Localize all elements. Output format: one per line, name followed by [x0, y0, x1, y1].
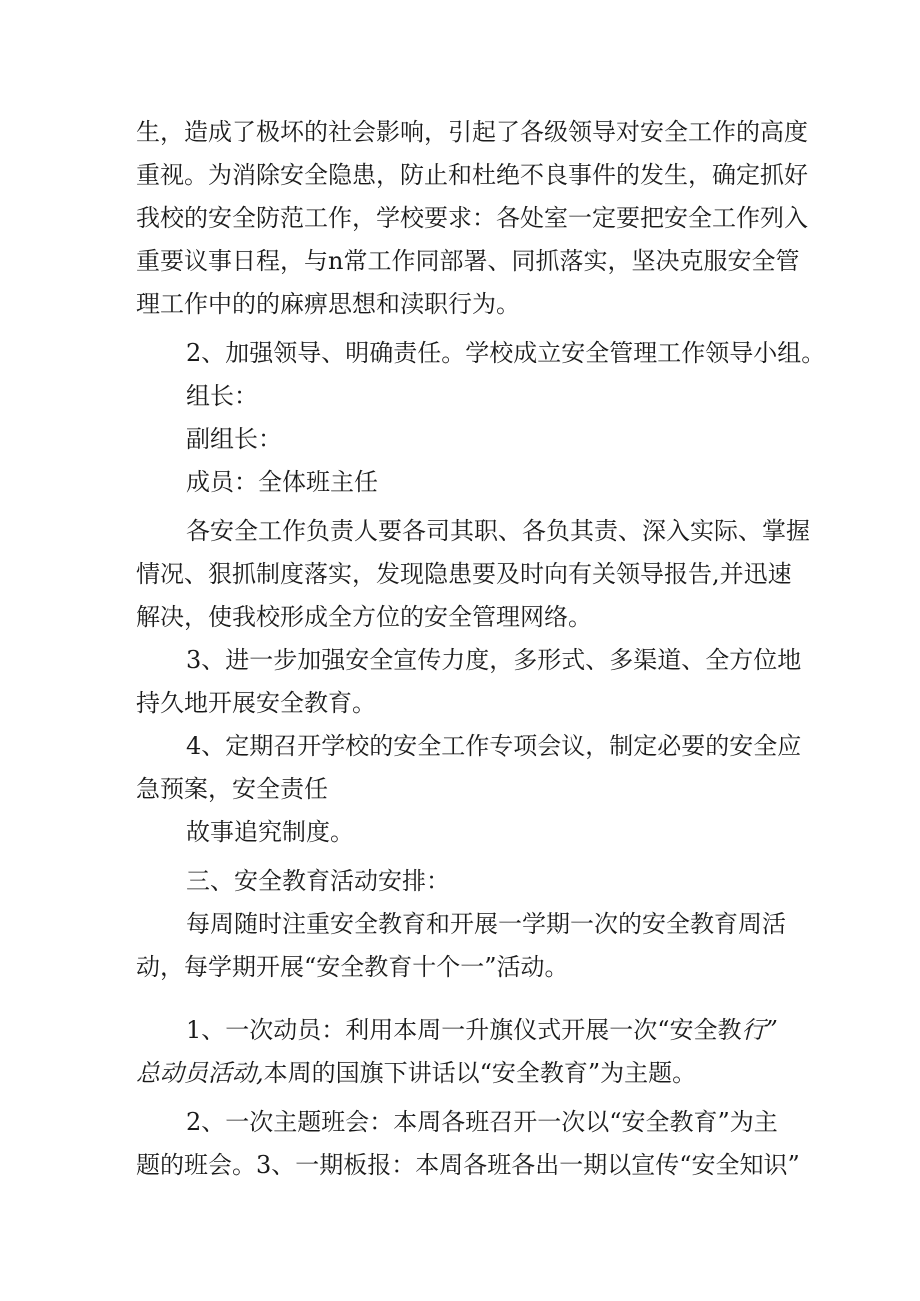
text-line: 故事追究制度。 [186, 818, 354, 846]
activity-item-1 [186, 1010, 778, 1050]
section-item-3: 3、进一步加强安全宣传力度，多形式、多渠道、全方位地 [186, 646, 802, 674]
members-label: 成员：全体班主任 [186, 468, 378, 496]
text-line: 题的班会。3、一期板报：本周各班各出一期以宣传“安全知识” [136, 1151, 800, 1179]
italic-segment: 总动员活动, [136, 1059, 264, 1087]
deputy-leader-label: 副组长： [186, 425, 282, 453]
text-line: 重视。为消除安全隐患，防止和杜绝不良事件的发生，确定抓好 [136, 161, 808, 189]
section-item-4: 4、定期召开学校的安全工作专项会议，制定必要的安全应 [186, 732, 802, 760]
text-line [136, 1053, 696, 1093]
text-segment: 本周的国旗下讲话以“安全教育”为主题。 [263, 1059, 697, 1087]
group-leader-label: 组长： [186, 382, 258, 410]
text-line: 动，每学期开展“安全教育十个一”活动。 [136, 953, 569, 981]
text-line: 解决，使我校形成全方位的安全管理网络。 [136, 603, 592, 631]
text-line: 我校的安全防范工作，学校要求：各处室一定要把安全工作列入 [136, 204, 808, 232]
text-line: 持久地开展安全教育。 [136, 689, 376, 717]
text-line: 生，造成了极坏的社会影响，引起了各级领导对安全工作的高度 [136, 118, 808, 146]
text-line: 各安全工作负责人要各司其职、各负其责、深入实际、掌握 [186, 517, 810, 545]
text-line: 情况、狠抓制度落实，发现隐患要及时向有关领导报告,并迅速 [136, 560, 792, 588]
italic-segment: 行” [741, 1016, 778, 1044]
text-segment: 1、一次动员：利用本周一升旗仪式开展一次“安全教 [186, 1016, 742, 1044]
section-item-2: 2、加强领导、明确责任。学校成立安全管理工作领导小组。 [186, 339, 826, 367]
text-line: 理工作中的的麻痹思想和渎职行为。 [136, 290, 520, 318]
text-line: 急预案，安全责任 [136, 775, 328, 803]
activity-item-2: 2、一次主题班会：本周各班召开一次以“安全教育”为主 [186, 1108, 778, 1136]
section-heading-3: 三、安全教育活动安排： [186, 867, 450, 895]
text-line: 重要议事日程，与n常工作同部署、同抓落实，坚决克服安全管 [136, 247, 800, 275]
text-line: 每周随时注重安全教育和开展一学期一次的安全教育周活 [186, 910, 786, 938]
